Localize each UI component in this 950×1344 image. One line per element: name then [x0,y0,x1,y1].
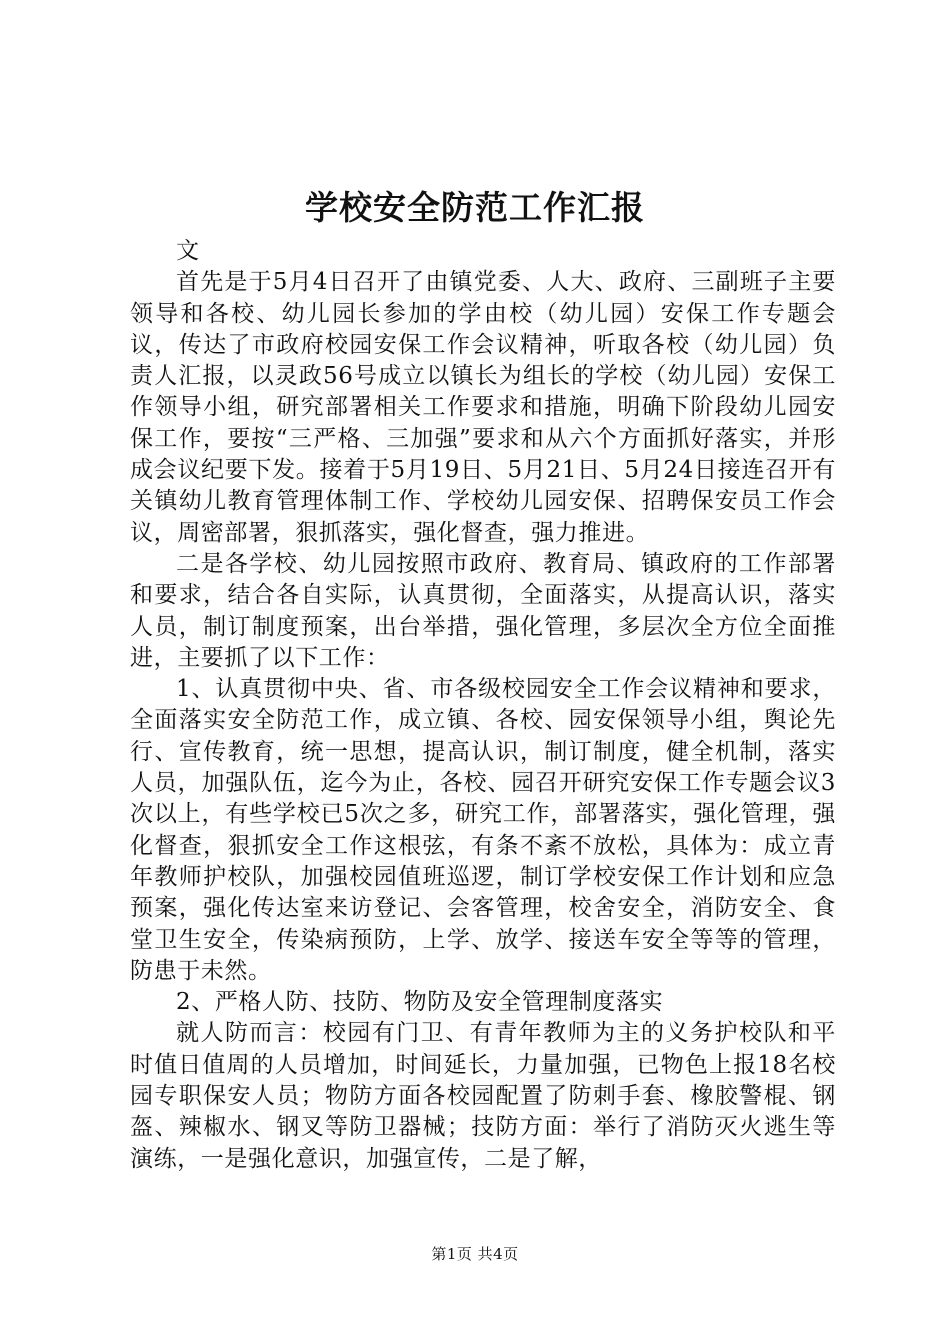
paragraph: 1、认真贯彻中央、省、市各级校园安全工作会议精神和要求，全面落实安全防范工作，成立镇、各校、园安保领导小组，舆论先行、宣传教育，统一思想，提高认识，制订制度，健全机制，落实人员，加强队伍，迄今为止，各校、园召开研究安保工作专题会议3次以上，有些学校已5次之多，研究工作，部署落实，强化管理，强化督查，狠抓安全工作这根弦，有条不紊不放松，具体为：成立青年教师护校队，加强校园值班巡逻，制订学校安保工作计划和应急预案，强化传达室来访登记、会客管理，校舍安全，消防安全、食堂卫生安全，传染病预防，上学、放学、接送车安全等等的管理，防患于未然。 [130,676,836,984]
paragraph: 2、严格人防、技防、物防及安全管理制度落实 [176,989,664,1016]
page-title: 学校安全防范工作汇报 [305,188,645,227]
paragraph: 二是各学校、幼儿园按照市政府、教育局、镇政府的工作部署和要求，结合各自实际，认真贯彻，全面落实，从提高认识，落实人员，制订制度预案，出台举措，强化管理，多层次全方位全面推进，主要抓了以下工作： [130,550,836,671]
author-label: 文 [176,238,200,264]
document-body [130,236,836,1175]
page-footer: 第1页 共4页 [431,1245,519,1263]
paragraph: 就人防而言：校园有门卫、有青年教师为主的义务护校队和平时值日值周的人员增加，时间延长，力量加强，已物色上报18名校园专职保安人员；物防方面各校园配置了防刺手套、橡胶警棍、钢盔、辣椒水、钢叉等防卫器械；技防方面：举行了消防灭火逃生等演练，一是强化意识，加强宣传，二是了解， [130,1020,836,1172]
paragraph: 首先是于5月4日召开了由镇党委、人大、政府、三副班子主要领导和各校、幼儿园长参加的学由校（幼儿园）安保工作专题会议，传达了市政府校园安保工作会议精神，听取各校（幼儿园）负责人汇报，以灵政56号成立以镇长为组长的学校（幼儿园）安保工作领导小组，研究部署相关工作要求和措施，明确下阶段幼儿园安保工作，要按“三严格、三加强”要求和从六个方面抓好落实，并形成会议纪要下发。接着于5月19日、5月21日、5月24日接连召开有关镇幼儿教育管理体制工作、学校幼儿园安保、招聘保安员工作会议，周密部署，狠抓落实，强化督查，强力推进。 [130,269,836,546]
